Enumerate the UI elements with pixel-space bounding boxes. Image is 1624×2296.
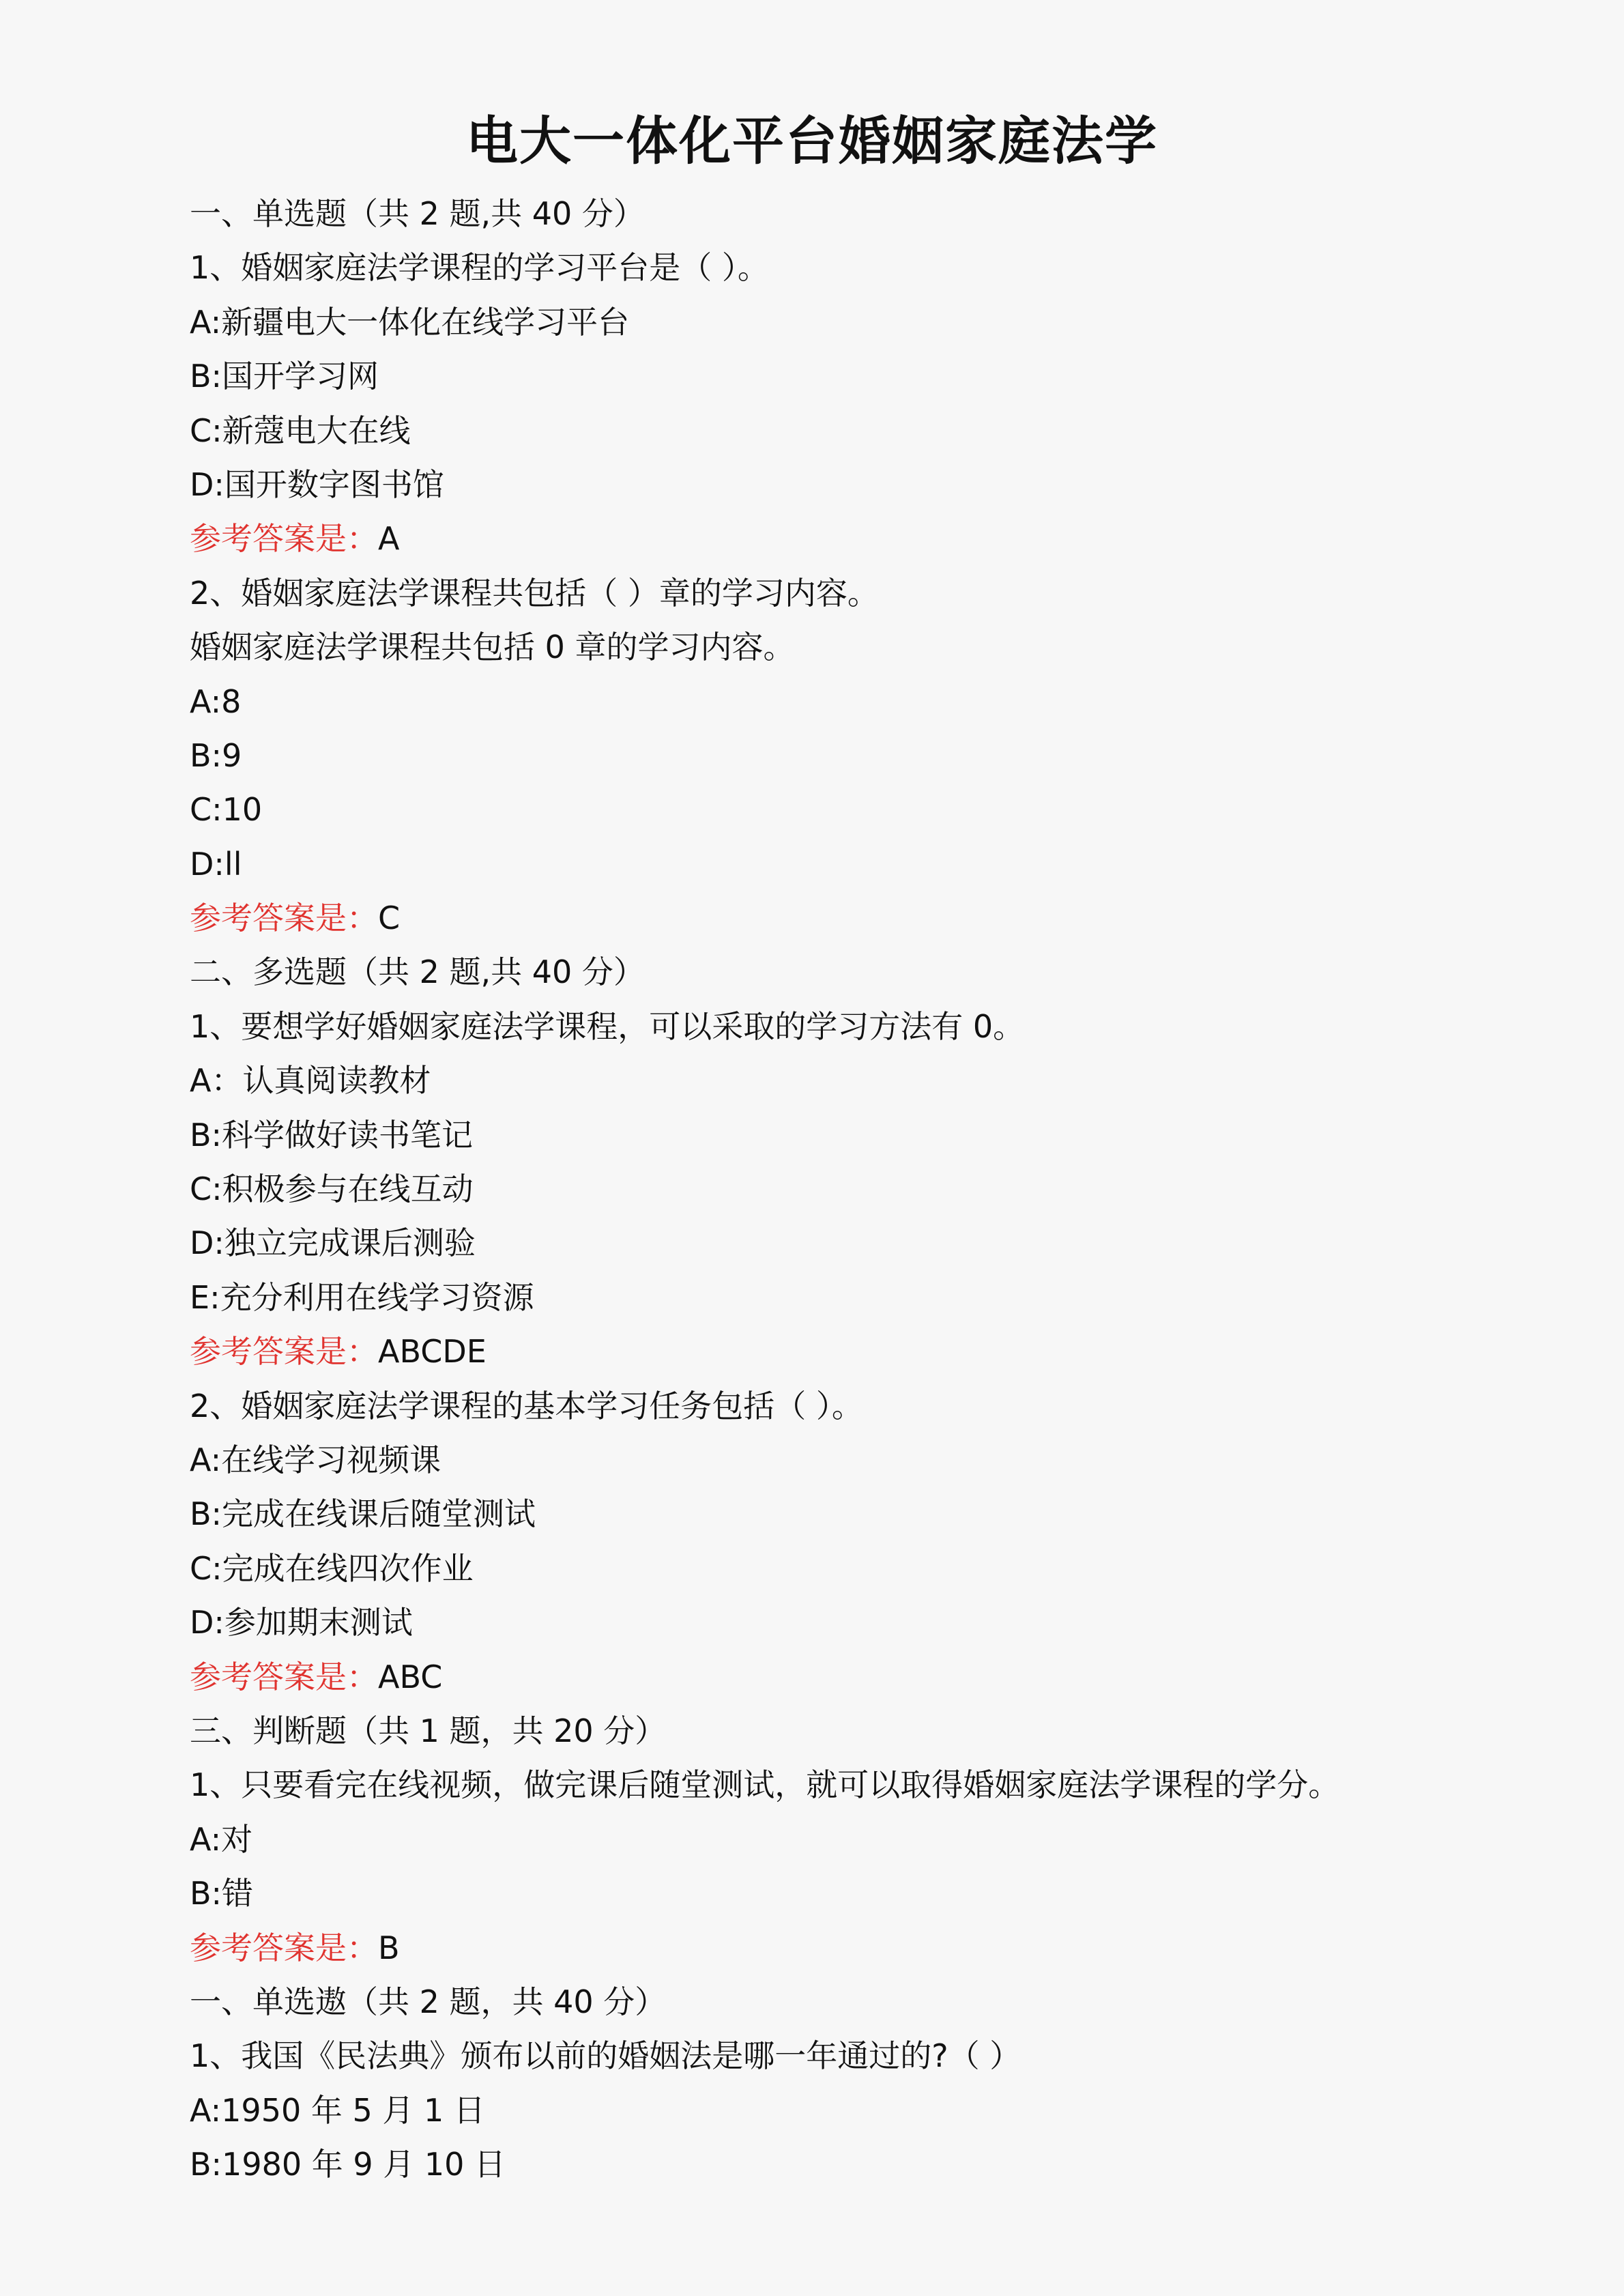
- question-text: 1、婚姻家庭法学课程的学习平台是（ ）。: [190, 249, 769, 287]
- answer-label: 参考答案是：: [190, 1333, 378, 1371]
- option-text: D:参加期末测试: [190, 1604, 413, 1641]
- answer-value: ABCDE: [378, 1333, 487, 1371]
- answer-line: [190, 1650, 1541, 1704]
- answer-label: 参考答案是：: [190, 1929, 378, 1966]
- document-title: 电大一体化平台婚姻家庭法学: [466, 111, 1158, 171]
- question-text: 1、要想学好婚姻家庭法学课程，可以采取的学习方法有 0。: [190, 1007, 1025, 1045]
- option-text: A:8: [190, 683, 242, 720]
- answer-line: [190, 891, 1541, 945]
- option-text: A:新疆电大一体化在线学习平台: [190, 303, 630, 341]
- question-text: 婚姻家庭法学课程共包括 0 章的学习内容。: [190, 629, 795, 666]
- option-text: C:10: [190, 791, 263, 829]
- option-text: C:新蔻电大在线: [190, 412, 411, 449]
- answer-value: A: [378, 520, 400, 558]
- section-heading: 一、单选遨（共 2 题，共 40 分）: [190, 1983, 667, 2020]
- question-text: 1、我国《民法典》颁布以前的婚姻法是哪一年通过的?（ ）: [190, 2037, 1021, 2075]
- option-text: A：认真阅读教材: [190, 1062, 431, 1100]
- answer-label: 参考答案是：: [190, 520, 378, 558]
- answer-value: ABC: [378, 1658, 443, 1695]
- option-text: A:1950 年 5 月 1 日: [190, 2091, 485, 2129]
- question-text: 2、婚姻家庭法学课程的基本学习任务包括（ ）。: [190, 1387, 863, 1424]
- option-text: A:对: [190, 1820, 253, 1858]
- answer-value: B: [378, 1929, 400, 1966]
- option-text: B:完成在线课后随堂测试: [190, 1495, 536, 1533]
- section-heading: 一、单选题（共 2 题,共 40 分）: [190, 195, 645, 232]
- answer-label: 参考答案是：: [190, 900, 378, 937]
- option-text: E:充分利用在线学习资源: [190, 1278, 534, 1316]
- answer-label: 参考答案是：: [190, 1658, 378, 1695]
- answer-line: [190, 1325, 1541, 1379]
- question-text: 2、婚姻家庭法学课程共包括（ ）章的学习内容。: [190, 574, 879, 612]
- option-text: D:国开数字图书馆: [190, 465, 444, 503]
- option-text: D:ll: [190, 845, 242, 882]
- answer-line: [190, 512, 1541, 566]
- option-text: B:9: [190, 736, 242, 774]
- section-heading: 三、判断题（共 1 题，共 20 分）: [190, 1712, 667, 1749]
- option-text: D:独立完成课后测验: [190, 1224, 476, 1262]
- option-text: B:科学做好读书笔记: [190, 1116, 474, 1153]
- option-text: C:完成在线四次作业: [190, 1549, 474, 1587]
- answer-line: [190, 1921, 1541, 1975]
- option-text: B:1980 年 9 月 10 日: [190, 2146, 506, 2183]
- option-text: B:错: [190, 1875, 254, 1912]
- option-text: A:在线学习视频课: [190, 1441, 441, 1478]
- document-body: [190, 187, 1541, 2192]
- answer-value: C: [378, 900, 401, 937]
- option-text: C:积极参与在线互动: [190, 1171, 474, 1208]
- question-text: 1、只要看完在线视频，做完课后随堂测试，就可以取得婚姻家庭法学课程的学分。: [190, 1766, 1340, 1804]
- option-text: B:国开学习网: [190, 358, 379, 395]
- section-heading: 二、多选题（共 2 题,共 40 分）: [190, 953, 645, 991]
